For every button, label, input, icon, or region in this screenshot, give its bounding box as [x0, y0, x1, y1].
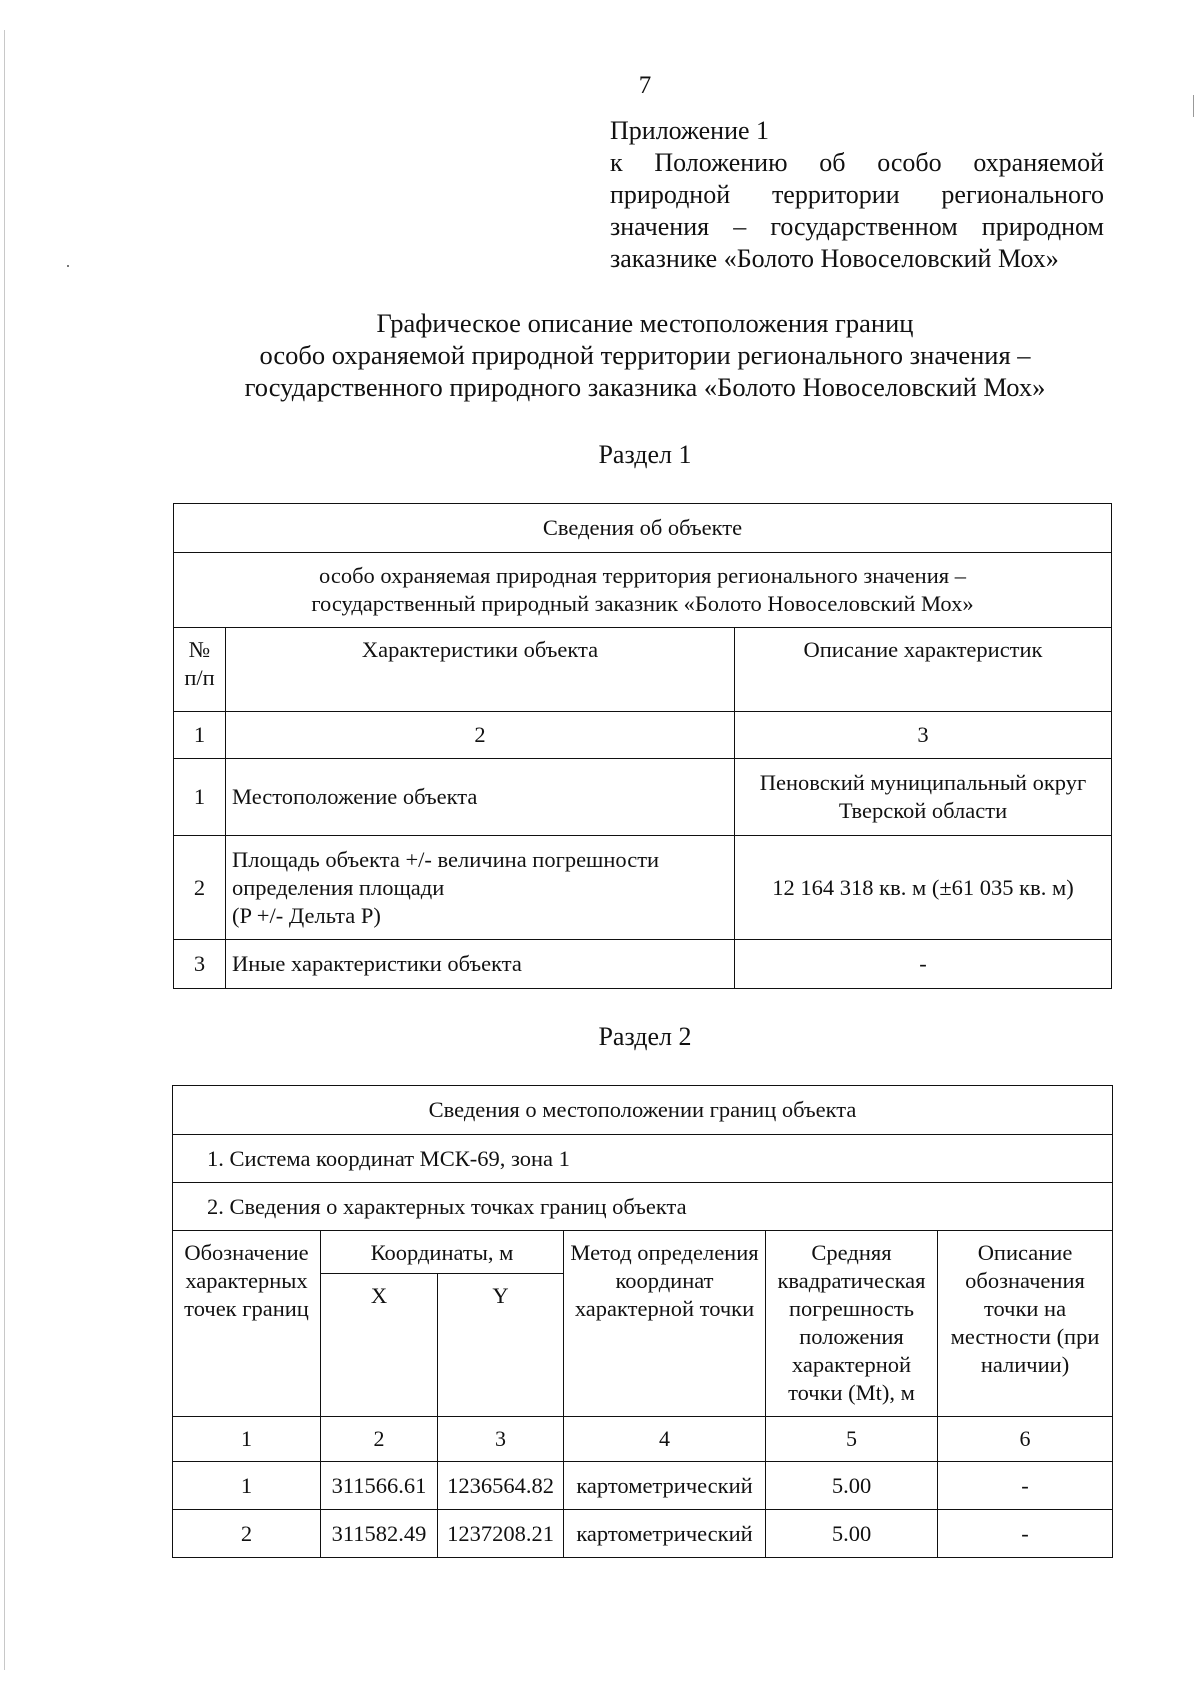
object-name: [174, 553, 1112, 628]
row-characteristic: [226, 836, 735, 940]
column-number: 3: [735, 712, 1112, 759]
characteristic-line: определения площади: [232, 874, 445, 900]
column-number: 4: [564, 1417, 766, 1462]
section-1-heading: Раздел 1: [598, 440, 692, 469]
column-header-designation: Обозначение характерных точек границ: [173, 1231, 321, 1417]
table-row: [174, 940, 1112, 989]
row-characteristic: Иные характеристики объекта: [226, 940, 735, 989]
column-header-error: Средняя квадратическая погрешность положения характерной точки (Mt), м: [766, 1231, 938, 1417]
point-x: 311566.61: [321, 1462, 438, 1510]
point-y: 1237208.21: [438, 1510, 564, 1558]
table-row: [174, 836, 1112, 940]
characteristic-line: Площадь объекта +/- величина погрешности: [232, 846, 660, 872]
row-characteristic: Местоположение объекта: [226, 759, 735, 836]
column-header-method: Метод определения координат характерной точки: [564, 1231, 766, 1417]
point-description: -: [938, 1510, 1113, 1558]
object-info-table: [173, 503, 1112, 989]
appendix-body: к Положению об особо охраняемой природной территории регионального значения – государственном природном заказнике «Болото Новоселовский Мох»: [610, 148, 1104, 273]
description-line: Пеновский муниципальный округ: [759, 770, 1087, 795]
object-name-line: особо охраняемая природная территория регионального значения –: [319, 563, 966, 588]
num-sign: №: [188, 637, 211, 662]
document-title: [120, 307, 1170, 403]
object-name-line: государственный природный заказник «Болото Новоселовский Мох»: [311, 591, 974, 616]
point-method: картометрический: [564, 1510, 766, 1558]
column-number: 3: [438, 1417, 564, 1462]
scan-edge-line: [4, 30, 5, 1670]
row-description: [735, 759, 1112, 836]
row-description: 12 164 318 кв. м (±61 035 кв. м): [735, 836, 1112, 940]
point-description: -: [938, 1462, 1113, 1510]
point-id: 2: [173, 1510, 321, 1558]
description-line: Тверской области: [838, 798, 1008, 823]
coordinate-system: 1. Система координат МСК-69, зона 1: [173, 1135, 1113, 1183]
column-number: 6: [938, 1417, 1113, 1462]
points-section-title: 2. Сведения о характерных точках границ объекта: [173, 1183, 1113, 1231]
scan-speck: [67, 265, 69, 267]
section-2-heading: Раздел 2: [598, 1022, 692, 1051]
document-title-line: Графическое описание местоположения границ: [376, 308, 914, 338]
column-number: 5: [766, 1417, 938, 1462]
column-header-y: Y: [438, 1274, 564, 1417]
appendix-block: [610, 115, 1104, 275]
page-number: 7: [638, 72, 652, 99]
num-abbrev: п/п: [184, 665, 215, 690]
row-num: 1: [174, 759, 226, 836]
column-header-num: [174, 628, 226, 712]
table-row: [174, 759, 1112, 836]
table-title: Сведения об объекте: [174, 504, 1112, 553]
point-method: картометрический: [564, 1462, 766, 1510]
point-x: 311582.49: [321, 1510, 438, 1558]
point-error: 5.00: [766, 1510, 938, 1558]
column-header-point-description: Описание обозначения точки на местности (при наличии): [938, 1231, 1113, 1417]
table-title: Сведения о местоположении границ объекта: [173, 1086, 1113, 1135]
row-description: -: [735, 940, 1112, 989]
document-title-line: государственного природного заказника «Болото Новоселовский Мох»: [244, 372, 1046, 402]
characteristic-line: (P +/- Дельта P): [232, 902, 381, 928]
boundary-points-table: [172, 1085, 1113, 1558]
point-y: 1236564.82: [438, 1462, 564, 1510]
column-header-description: Описание характеристик: [735, 628, 1112, 712]
table-row: [173, 1462, 1113, 1510]
table-row: [173, 1510, 1113, 1558]
row-num: 3: [174, 940, 226, 989]
column-header-coordinates: Координаты, м: [321, 1231, 564, 1274]
column-number: 1: [174, 712, 226, 759]
column-header-x: X: [321, 1274, 438, 1417]
point-error: 5.00: [766, 1462, 938, 1510]
row-num: 2: [174, 836, 226, 940]
document-title-line: особо охраняемой природной территории регионального значения –: [259, 340, 1031, 370]
column-header-characteristics: Характеристики объекта: [226, 628, 735, 712]
appendix-title: Приложение 1: [610, 116, 770, 145]
column-number: 2: [226, 712, 735, 759]
point-id: 1: [173, 1462, 321, 1510]
column-number: 2: [321, 1417, 438, 1462]
column-number: 1: [173, 1417, 321, 1462]
